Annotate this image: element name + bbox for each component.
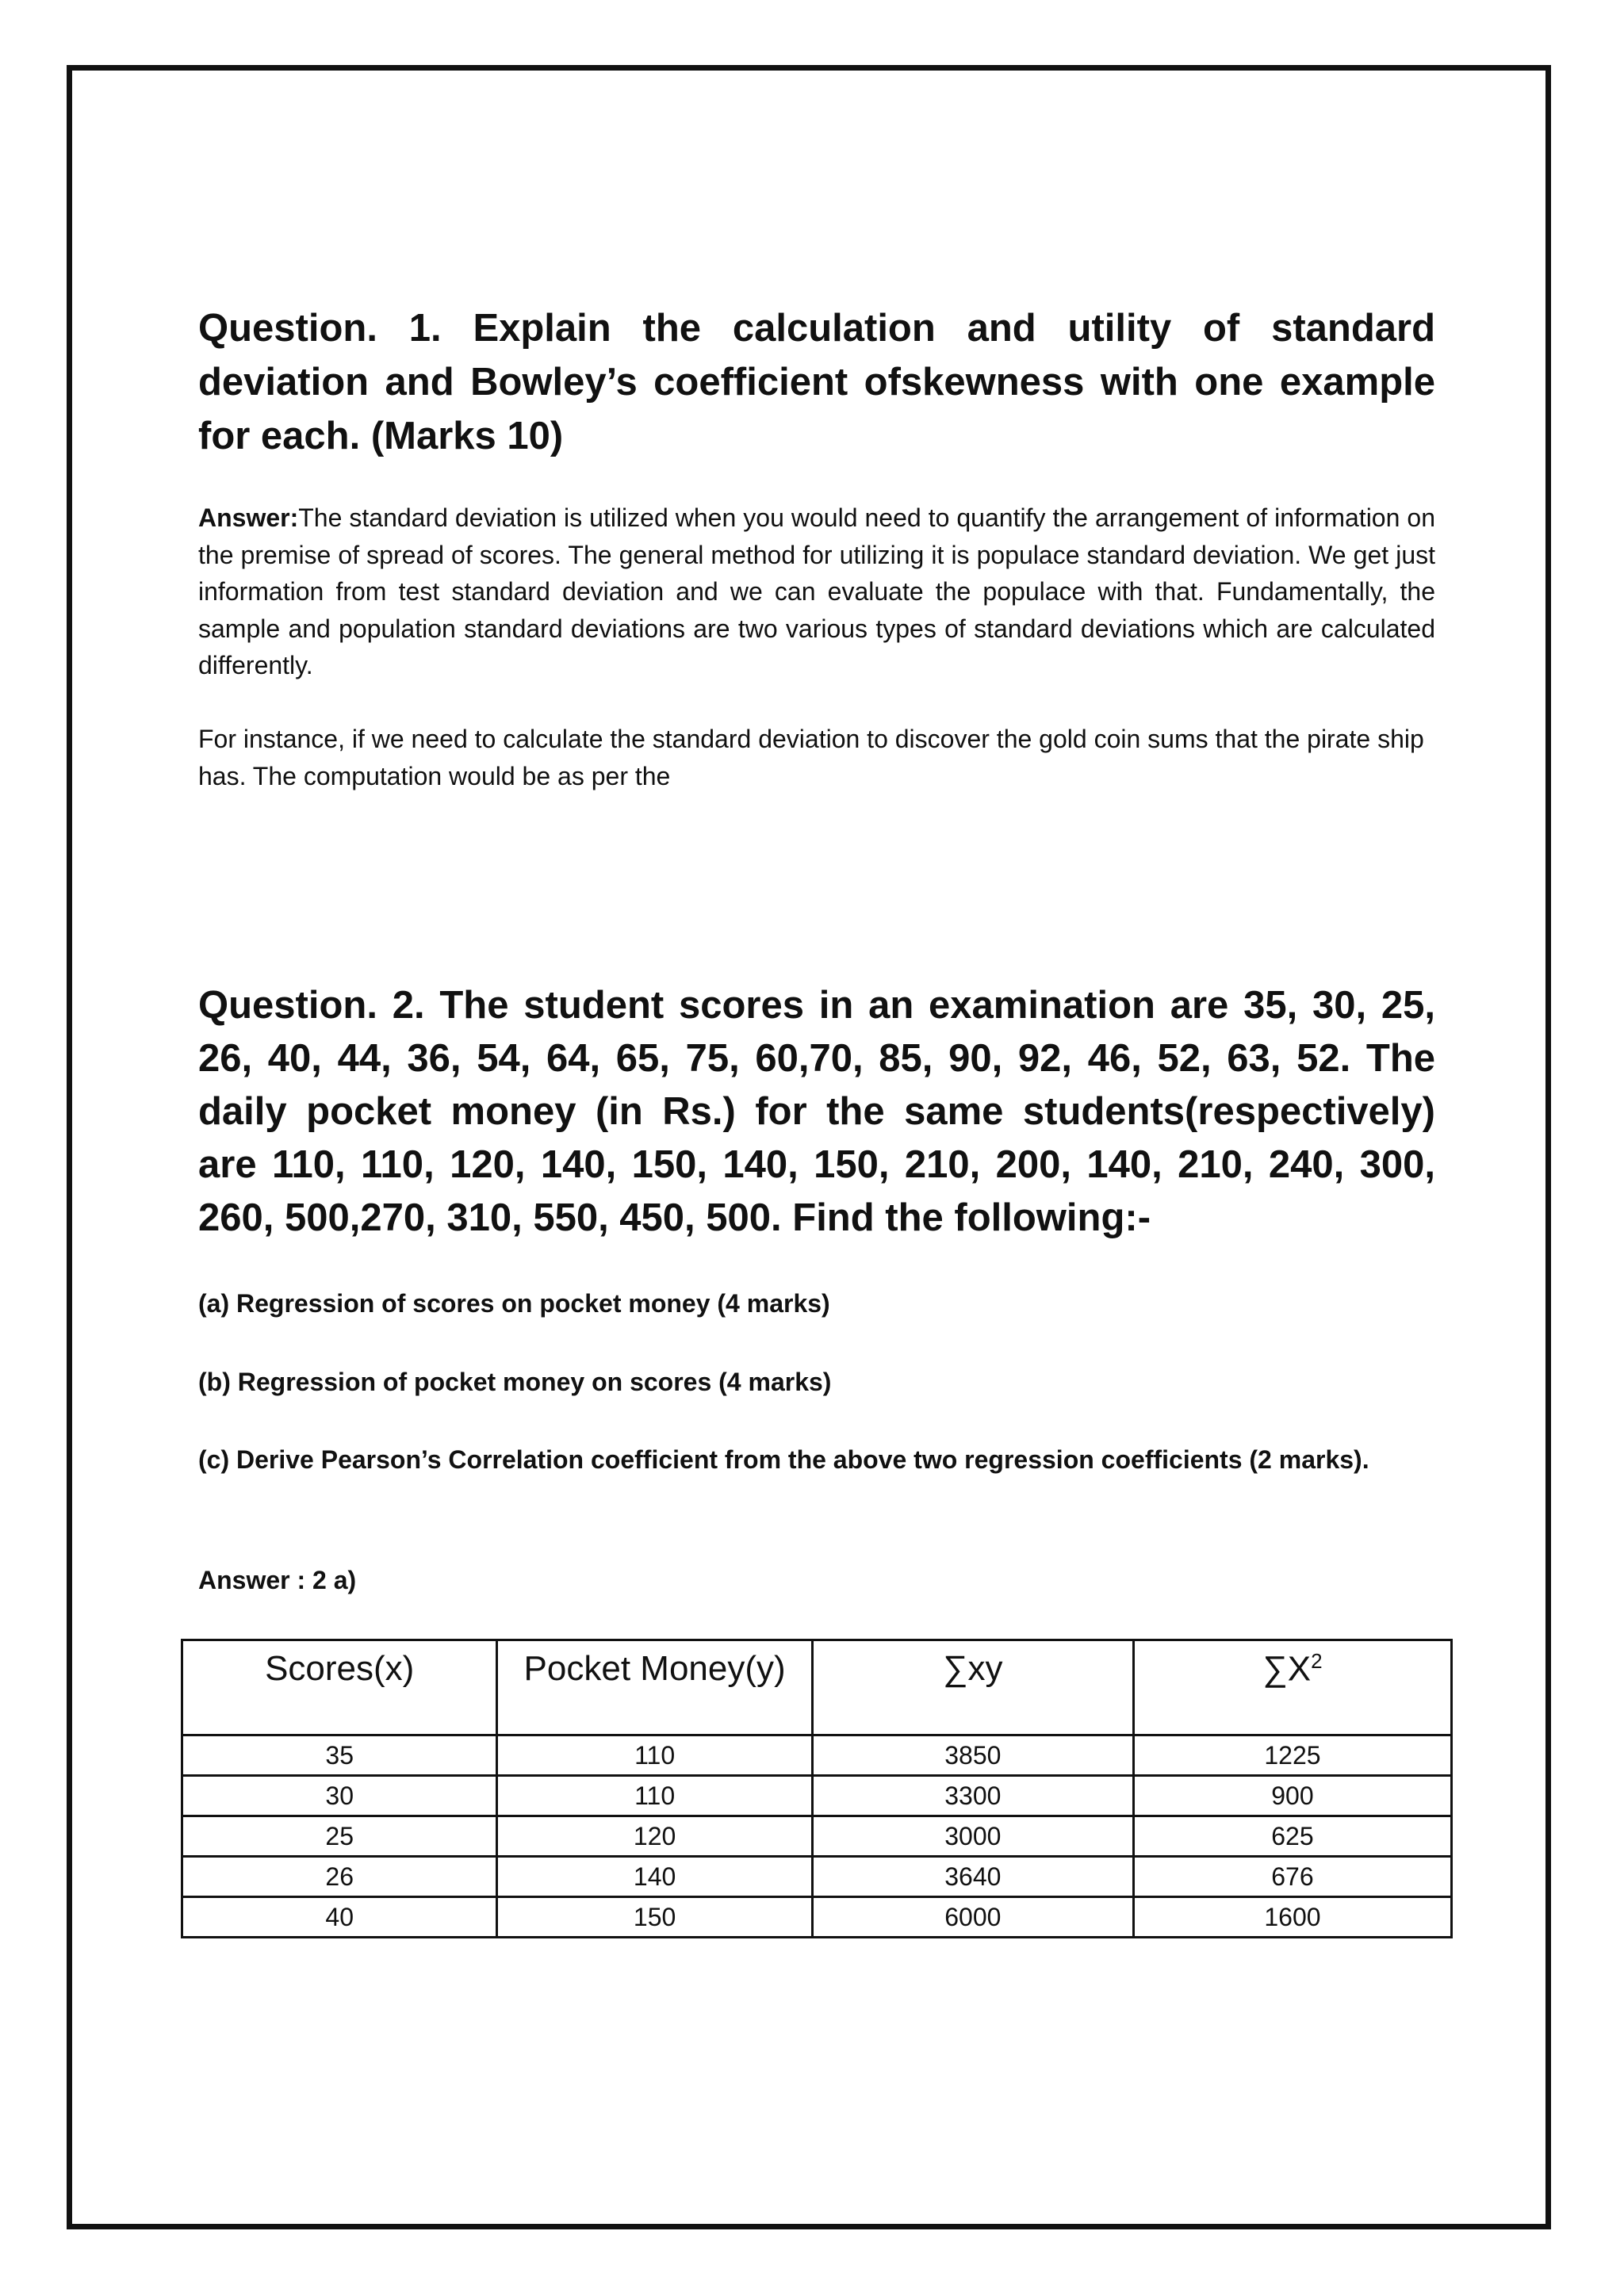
answer-1-label: Answer: (198, 503, 299, 532)
question-2-part-a: (a) Regression of scores on pocket money (4 marks) (198, 1289, 830, 1318)
table-row (182, 1816, 1452, 1857)
header-sum-x-squared (1133, 1640, 1451, 1735)
header-pocket-money: Pocket Money(y) (497, 1640, 812, 1735)
cell-score: 35 (182, 1735, 497, 1776)
cell-pocket-money: 110 (497, 1776, 812, 1816)
answer-1-example: For instance, if we need to calculate the standard deviation to discover the gold coin sums that the pirate ship has. The computation would be as per the (198, 725, 1424, 790)
cell-x-squared: 625 (1133, 1816, 1451, 1857)
cell-xy: 3300 (812, 1776, 1133, 1816)
cell-pocket-money: 110 (497, 1735, 812, 1776)
answer-1-text: The standard deviation is utilized when you would need to quantify the arrangement of information on the premise of spread of scores. The general method for utilizing it is populace standard deviation. We get just information from test standard deviation and we can evaluate the populace with that. Fundamentally, the sample and population standard deviations are two various types of standard deviations which are calculated differently. (198, 503, 1435, 679)
cell-pocket-money: 140 (497, 1857, 812, 1897)
cell-pocket-money: 150 (497, 1897, 812, 1938)
cell-pocket-money: 120 (497, 1816, 812, 1857)
question-2-part-b: (b) Regression of pocket money on scores (4 marks) (198, 1368, 832, 1396)
data-table (181, 1639, 1453, 1938)
answer-1-paragraph (198, 499, 1435, 684)
cell-score: 25 (182, 1816, 497, 1857)
header-sum-x-base: ∑X (1262, 1649, 1312, 1689)
cell-score: 30 (182, 1776, 497, 1816)
question-2-part-c: (c) Derive Pearson’s Correlation coefficient from the above two regression coefficients (2 marks). (198, 1445, 1369, 1474)
cell-score: 40 (182, 1897, 497, 1938)
header-sum-xy: ∑xy (812, 1640, 1133, 1735)
table-row (182, 1735, 1452, 1776)
header-sum-x-exponent: 2 (1311, 1649, 1323, 1673)
table-row (182, 1776, 1452, 1816)
cell-xy: 3000 (812, 1816, 1133, 1857)
cell-x-squared: 1225 (1133, 1735, 1451, 1776)
cell-x-squared: 1600 (1133, 1897, 1451, 1938)
cell-x-squared: 676 (1133, 1857, 1451, 1897)
cell-xy: 6000 (812, 1897, 1133, 1938)
answer-2-label: Answer : 2 a) (198, 1566, 357, 1594)
table-row (182, 1897, 1452, 1938)
header-scores: Scores(x) (182, 1640, 497, 1735)
cell-score: 26 (182, 1857, 497, 1897)
table-row (182, 1857, 1452, 1897)
table-header-row (182, 1640, 1452, 1735)
question-1-heading: Question. 1. Explain the calculation and utility of standard deviation and Bowley’s coefficient ofskewness with one example for each. (Marks 10) (198, 307, 1435, 457)
question-2-heading: Question. 2. The student scores in an examination are 35, 30, 25, 26, 40, 44, 36, 54, 64, 65, 75, 60,70, 85, 90, 92, 46, 52, 63, 52. The daily pocket money (in Rs.) for the same students(respectively) are 110, 110, 120, 140, 150, 140, 150, 210, 200, 140, 210, 240, 300, 260, 500,270, 310, 550, 450, 500. Find the following:- (198, 984, 1435, 1239)
cell-x-squared: 900 (1133, 1776, 1451, 1816)
cell-xy: 3640 (812, 1857, 1133, 1897)
cell-xy: 3850 (812, 1735, 1133, 1776)
